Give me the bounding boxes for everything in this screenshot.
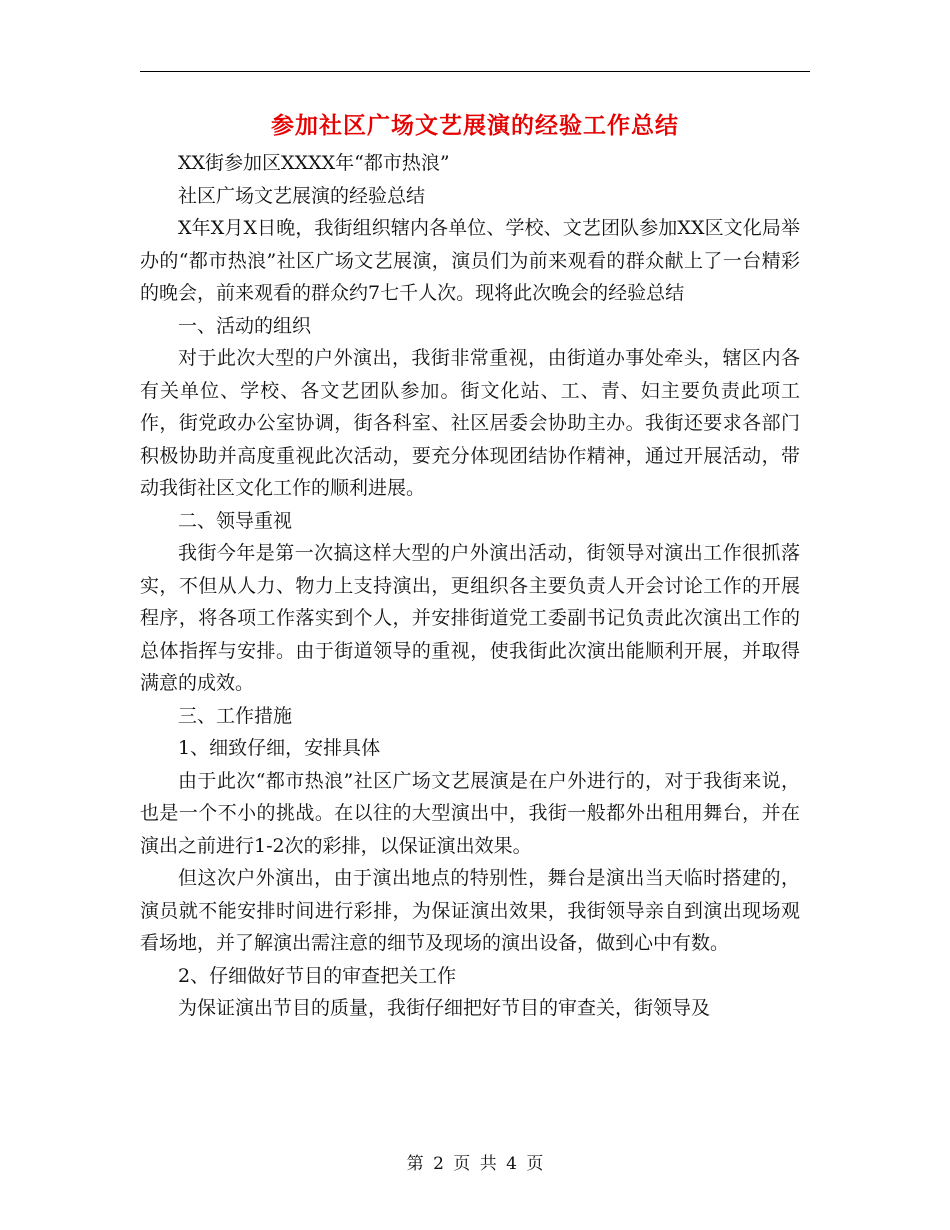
header-rule: [140, 71, 810, 72]
paragraph: 由于此次“都市热浪”社区广场文艺展演是在户外进行的，对于我街来说，也是一个不小的挑战。在以往的大型演出中，我街一般都外出租用舞台，并在演出之前进行1-2次的彩排，以保证演出效果。: [140, 769, 800, 857]
document-body: [140, 147, 800, 1025]
paragraph: 对于此次大型的户外演出，我街非常重视，由街道办事处牵头，辖区内各有关单位、学校、各文艺团队参加。街文化站、工、青、妇主要负责此项工作，街党政办公室协调，街各科室、社区居委会协助主办。我街还要求各部门积极协助并高度重视此次活动，要充分体现团结协作精神，通过开展活动，带动我街社区文化工作的顺利进展。: [140, 347, 800, 499]
section-heading: 二、领导重视: [178, 509, 293, 532]
page-footer: 第 2 页 共 4 页: [406, 1154, 544, 1174]
section-heading: 三、工作措施: [178, 704, 293, 727]
paragraph: 但这次户外演出，由于演出地点的特别性，舞台是演出当天临时搭建的，演员就不能安排时间进行彩排，为保证演出效果，我街领导亲自到演出现场观看场地，并了解演出需注意的细节及现场的演出设备，做到心中有数。: [140, 867, 800, 954]
paragraph: 为保证演出节目的质量，我街仔细把好节目的审查关，街领导及: [178, 997, 711, 1019]
paragraph: XX街参加区XXXX年“都市热浪”: [178, 152, 450, 174]
subsection-heading: 1、细致仔细，安排具体: [178, 737, 381, 759]
section-heading: 一、活动的组织: [178, 314, 312, 337]
document-title: 参加社区广场文艺展演的经验工作总结: [271, 113, 679, 139]
paragraph: 我街今年是第一次搞这样大型的户外演出活动，街领导对演出工作很抓落实，不但从人力、物力上支持演出，更组织各主要负责人开会讨论工作的开展程序，将各项工作落实到个人，并安排街道党工委副书记负责此次演出工作的总体指挥与安排。由于街道领导的重视，使我街此次演出能顺利开展，并取得满意的成效。: [140, 542, 800, 694]
paragraph: 社区广场文艺展演的经验总结: [178, 184, 426, 207]
paragraph: X年X月X日晚，我街组织辖内各单位、学校、文艺团队参加XX区文化局举办的“都市热浪”社区广场文艺展演，演员们为前来观看的群众献上了一台精彩的晚会，前来观看的群众约7七千人次。现将此次晚会的经验总结: [140, 217, 800, 304]
subsection-heading: 2、仔细做好节目的审查把关工作: [178, 964, 457, 987]
